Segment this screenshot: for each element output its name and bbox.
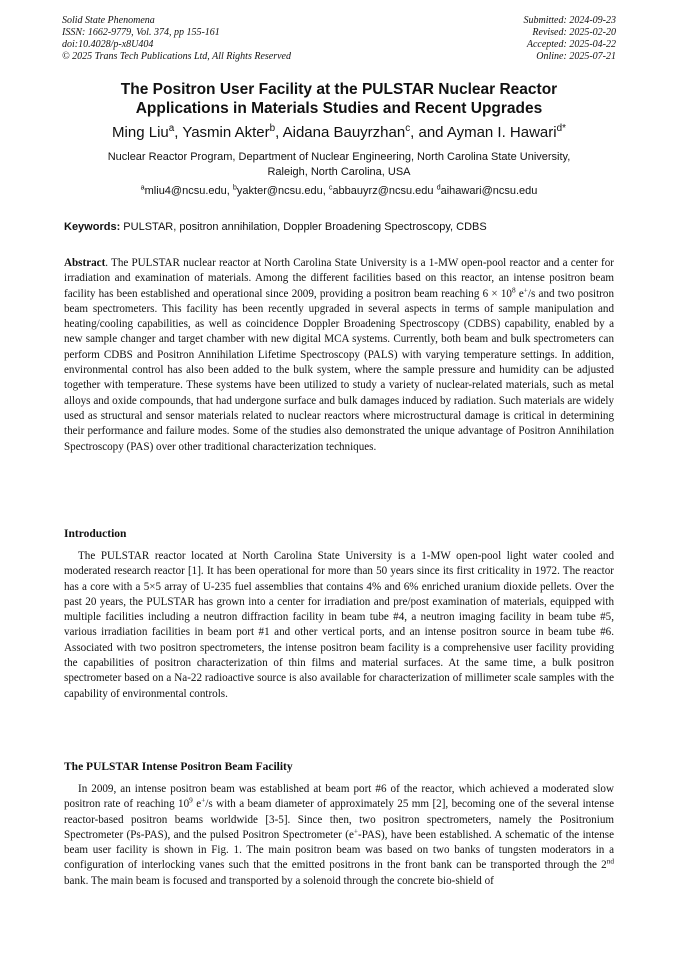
submitted-date: Submitted: 2024-09-23	[523, 15, 616, 26]
section-2-sup-1: 9	[189, 795, 193, 805]
email-address[interactable]: yakter@ncsu.edu	[236, 185, 323, 197]
journal-name: Solid State Phenomena	[62, 15, 155, 26]
section-2-sup-4: nd	[606, 856, 614, 866]
author-sep: ,	[174, 124, 183, 141]
section-2-text-2: e	[192, 798, 202, 811]
author-sup: b	[269, 123, 276, 134]
keywords	[64, 220, 624, 234]
title-line-1: The Positron User Facility at the PULSTAR Nuclear Reactor	[120, 81, 558, 98]
author-name: Ming Liu	[112, 124, 169, 141]
email-address[interactable]: mliu4@ncsu.edu	[144, 185, 227, 197]
email-address[interactable]: aihawari@ncsu.edu	[440, 185, 538, 197]
author-sup: a	[168, 123, 175, 134]
author-sep: ,	[275, 124, 283, 141]
abstract-text-2: e	[515, 287, 524, 300]
author-sep: , and	[410, 124, 447, 141]
section-2-text-5: bank. The main beam is focused and transported by a solenoid through the concrete bio-shield of	[64, 874, 494, 887]
accepted-date: Accepted: 2025-04-22	[526, 39, 616, 50]
online-date: Online: 2025-07-21	[536, 51, 616, 62]
introduction-heading: Introduction	[64, 528, 127, 540]
abstract-sup-1: 8	[511, 284, 516, 294]
title-line-2: Applications in Materials Studies and Recent Upgrades	[135, 100, 543, 117]
journal-info	[62, 15, 291, 63]
section-2-paragraph	[64, 782, 614, 889]
affiliation-line-2: Raleigh, North Carolina, USA	[267, 166, 411, 178]
publication-dates	[524, 15, 617, 63]
affiliation	[50, 150, 628, 180]
email-sup: a	[140, 182, 145, 192]
email-address[interactable]: abbauyrz@ncsu.edu	[332, 185, 434, 197]
author-sup: d*	[556, 123, 566, 134]
author-name: Ayman I. Hawari	[446, 124, 557, 141]
abstract-text-1: . The PULSTAR nuclear reactor at North Carolina State University is a 1-MW open-pool reactor and a center for irradiation and examination of materials. Among the different facilities based on this reactor, an intense positron beam facility has been established and operational since 2009, providing a positron beam reaching 6 × 10	[64, 257, 614, 300]
abstract-text-3: /s and two positron beam spectrometers. This facility has been recently upgraded in several aspects in terms of sample manipulation and heating/cooling capabilities, as well as coincidence Doppler Broadening Spectroscopy (CDBS) capability, enabled by a new sample changer and target chamber with new digital MCA systems. Currently, both beam and bulk spectrometers can perform CDBS and Positron Annihilation Lifetime Spectroscopy (PALS) with varying temperature settings. In addition, environmental control has also been added to the bulk system, where the sample pressure and humidity can be adjusted together with temperature. These systems have been utilized to study a variety of nuclear-related materials, such as metal alloys and oxide compounds, that had undergone surface and bulk damages induced by radiation. Such materials are widely used as structural and sensor materials related to nuclear reactors where microstructural damage is critical in determining their performance and failure modes. Some of the studies also demonstrated the unique advantage of Positron Annihilation Spectroscopy (PAS) over other traditional characterization techniques.	[64, 287, 614, 453]
revised-date: Revised: 2025-02-20	[532, 27, 616, 38]
author-name: Aidana Bauyrzhan	[282, 124, 406, 141]
section-2-sup-3: +	[353, 826, 359, 836]
section-2-heading: The PULSTAR Intense Positron Beam Facility	[64, 761, 293, 773]
author-name: Yasmin Akter	[182, 124, 270, 141]
issn: ISSN: 1662-9779, Vol. 374, pp 155-161	[62, 27, 220, 38]
introduction-paragraph: The PULSTAR reactor located at North Carolina State University is a 1-MW open-pool light water cooled and moderated research reactor [1]. It has been operational for more than 50 years since its first criticality in 1972. The reactor has a core with a 5×5 array of U-235 fuel assemblies that contains 4% and 6% enriched uranium dioxide pellets. Over the past 20 years, the PULSTAR has grown into a center for irradiation and pre/post examination of materials, equipped with multiple facilities including a neutron diffraction facility in beam tube #4, a neutron imaging facility in beam tube #5, various irradiation facilities in beam port #1 and other vertical ports, and an intense positron source in beam tube #6. Associated with two positron spectrometers, the intense positron beam facility is a comprehensive user facility providing the capabilities of positron characterization of thin films and material surfaces. At the same time, a bulk positron spectrometer based on a Na-22 radioactive source is also available for characterization of millimeter scale samples with the capability of environmental controls.	[64, 550, 614, 700]
email-list: $^a$mliu4@ncsu.edu, $^b$yakter@ncsu.edu, $^c$abbauyrz@ncsu.edu $^d$aihawari@ncsu.edu	[140, 182, 538, 197]
paper-title	[50, 80, 628, 118]
section-2-text-3: /s with a beam diameter of approximately 25 mm [2], becoming one of the several intense reactor-based positron beams worldwide [3-5]. Since then, two positron spectrometers, namely the Positronium Spectrometer (Ps-PAS), and the pulsed Positron Spectrometer (e	[64, 798, 614, 841]
doi[interactable]: doi:10.4028/p-x8U404	[62, 39, 154, 50]
author-sup: c	[405, 123, 411, 134]
section-2-text-4: -PAS), have been established. A schematic of the intense beam user facility is shown in Fig. 1. The main positron beam was based on two banks of tungsten moderators in a configuration of interlocking vanes such that the emitted positrons in the front bank can be transported through the 2	[64, 828, 614, 872]
email-sup: c	[328, 182, 333, 192]
author-list	[40, 124, 638, 142]
email-sup: b	[232, 182, 237, 192]
section-2-sup-2: +	[201, 795, 206, 805]
abstract	[64, 256, 614, 455]
abstract-label: Abstract	[64, 257, 106, 269]
abstract-sup-2: +	[523, 284, 528, 294]
keywords-label: Keywords:	[64, 221, 121, 233]
section-2-text-1: In 2009, an intense positron beam was established at beam port #6 of the reactor, which achieved a moderated slow positron rate of reaching 10	[64, 783, 614, 811]
copyright: © 2025 Trans Tech Publications Ltd, All Rights Reserved	[62, 51, 291, 62]
keywords-text: PULSTAR, positron annihilation, Doppler Broadening Spectroscopy, CDBS	[120, 221, 487, 233]
affiliation-line-1: Nuclear Reactor Program, Department of Nuclear Engineering, North Carolina State University,	[107, 151, 571, 163]
email-sup: d	[436, 182, 441, 192]
